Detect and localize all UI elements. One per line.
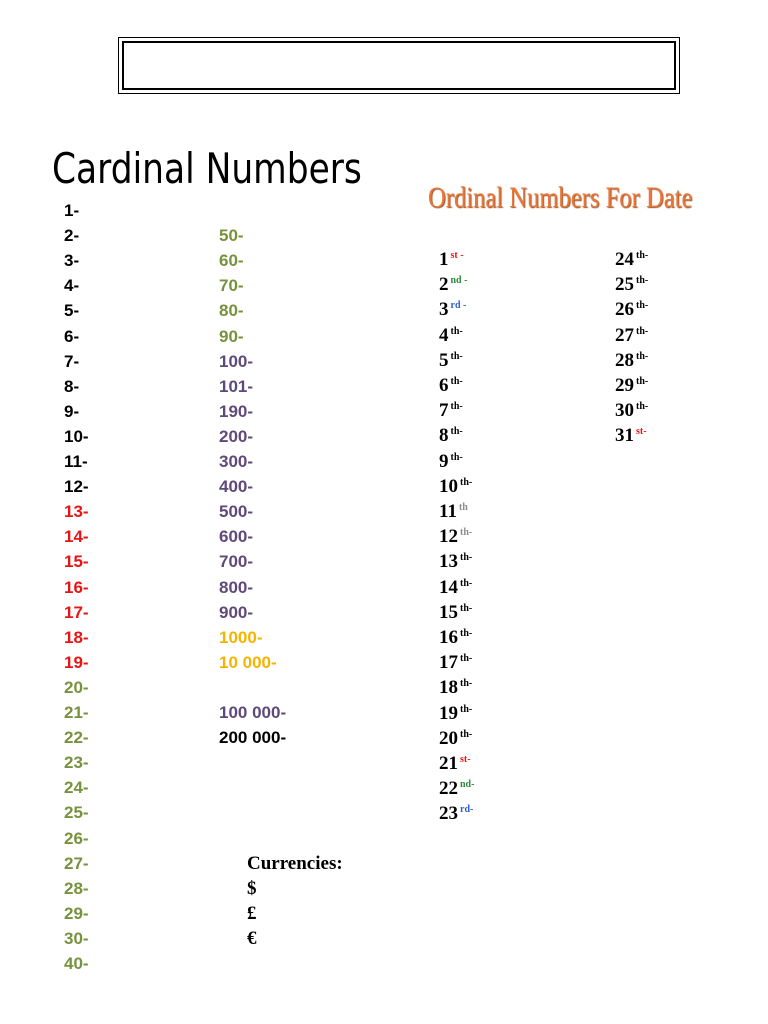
cardinal-number-item: 16- [64, 577, 89, 597]
cardinal-number-item: 900- [219, 602, 254, 622]
cardinal-number-item: 40- [64, 954, 89, 973]
ordinal-suffix: th- [460, 703, 473, 715]
ordinal-date-item [439, 804, 473, 823]
ordinal-date-item [615, 426, 647, 445]
ordinal-date-item [439, 401, 463, 420]
ordinal-date-item [615, 376, 648, 395]
ordinal-suffix: rd - [450, 300, 467, 312]
cardinal-number-item: 200 000- [219, 728, 287, 748]
ordinal-number: 4 [439, 324, 449, 346]
ordinal-number: 6 [439, 375, 449, 396]
cardinal-number-item: 27- [64, 853, 89, 873]
cardinal-number-item: 12- [64, 477, 89, 497]
ordinal-suffix: th- [460, 678, 473, 690]
cardinal-number-item: 24- [64, 778, 89, 798]
ordinal-date-item [439, 452, 463, 471]
ordinal-suffix: th- [636, 325, 649, 337]
cardinal-number-item: 3- [64, 251, 80, 271]
currency-dollar: $ [247, 878, 257, 899]
ordinal-number: 24 [615, 249, 634, 270]
ordinal-date-item [439, 678, 472, 697]
ordinal-date-item [439, 351, 463, 370]
ordinal-heading: Ordinal Numbers For Date [428, 181, 693, 214]
ordinal-suffix: th- [636, 300, 649, 312]
ordinal-suffix: th- [460, 527, 473, 539]
ordinal-date-item [439, 704, 472, 723]
cardinal-number-item: 14- [64, 527, 89, 547]
ordinal-date-item [615, 300, 648, 319]
cardinal-number-item: 500- [219, 502, 254, 522]
ordinal-suffix: th- [636, 376, 649, 387]
cardinal-number-item: 200- [219, 426, 254, 446]
ordinal-number: 3 [439, 299, 449, 321]
ordinal-suffix: th- [460, 653, 473, 665]
cardinal-number-item: 21- [64, 703, 89, 722]
cardinal-number-item: 23- [64, 753, 89, 773]
ordinal-date-item [439, 502, 468, 521]
ordinal-date-item [439, 527, 472, 546]
ordinal-date-item [439, 477, 472, 496]
ordinal-suffix: th- [460, 728, 473, 740]
ordinal-number: 25 [615, 274, 634, 296]
cardinal-number-item: 600- [219, 527, 254, 547]
title-box-inner-border [122, 41, 676, 90]
ordinal-date-item [439, 779, 474, 798]
ordinal-date-item [439, 653, 472, 672]
ordinal-number: 5 [439, 349, 449, 371]
ordinal-number: 23 [439, 803, 458, 825]
ordinal-number: 29 [615, 375, 634, 396]
cardinal-number-item: 9- [64, 401, 80, 421]
ordinal-suffix: th- [450, 350, 463, 362]
ordinal-suffix: th- [460, 552, 473, 564]
ordinal-number: 21 [439, 753, 458, 774]
cardinal-number-item: 700- [219, 552, 254, 572]
ordinal-number: 12 [439, 526, 458, 548]
cardinal-number-item: 19- [64, 652, 89, 672]
cardinal-number-item: 4- [64, 276, 80, 296]
currency-pound: £ [247, 903, 257, 924]
ordinal-number: 30 [615, 400, 634, 422]
ordinal-suffix: th- [450, 451, 463, 463]
cardinal-number-item: 100- [219, 351, 254, 371]
cardinal-number-item: 80- [219, 301, 244, 321]
ordinal-date-item [439, 300, 466, 319]
ordinal-number: 27 [615, 324, 634, 346]
ordinal-suffix: st- [636, 426, 647, 438]
ordinal-suffix: th [458, 502, 468, 513]
ordinal-suffix: th- [450, 376, 463, 387]
cardinal-number-item: 8- [64, 376, 80, 396]
ordinal-suffix: nd- [460, 779, 475, 791]
ordinal-date-item [615, 351, 648, 370]
ordinal-number: 14 [439, 576, 458, 598]
cardinal-number-item: 70- [219, 276, 244, 296]
ordinal-number: 19 [439, 702, 458, 724]
ordinal-suffix: th- [636, 250, 649, 261]
cardinal-number-item: 22- [64, 728, 89, 748]
ordinal-date-item [439, 628, 472, 647]
title-box [118, 37, 680, 94]
cardinal-number-item: 29- [64, 903, 89, 923]
cardinal-number-item: 60- [219, 251, 244, 271]
ordinal-suffix: th- [636, 350, 649, 362]
ordinal-date-item [439, 326, 463, 345]
cardinal-number-item: 100 000- [219, 703, 287, 722]
cardinal-number-item: 30- [64, 928, 89, 948]
cardinal-number-item: 15- [64, 552, 89, 572]
ordinal-date-item [439, 729, 472, 748]
cardinal-number-item: 2- [64, 226, 80, 246]
currencies-label: Currencies: [247, 853, 343, 874]
ordinal-number: 31 [615, 425, 634, 447]
ordinal-suffix: nd - [450, 275, 468, 287]
cardinal-number-item: 17- [64, 602, 89, 622]
ordinal-number: 13 [439, 551, 458, 573]
ordinal-date-item [615, 275, 648, 294]
ordinal-number: 8 [439, 425, 449, 447]
cardinal-number-item: 1000- [219, 627, 263, 647]
ordinal-suffix: th- [460, 628, 473, 639]
ordinal-number: 26 [615, 299, 634, 321]
ordinal-suffix: st - [450, 250, 464, 261]
cardinal-number-item: 1- [64, 201, 80, 220]
cardinal-number-item: 90- [219, 326, 244, 346]
cardinal-number-item: 101- [219, 376, 254, 396]
ordinal-date-item [439, 754, 471, 773]
currency-euro: € [247, 928, 257, 949]
ordinal-number: 7 [439, 400, 449, 422]
cardinal-number-item: 10 000- [219, 652, 277, 672]
cardinal-number-item: 10- [64, 426, 89, 446]
ordinal-number: 2 [439, 274, 449, 296]
ordinal-suffix: th- [636, 275, 649, 287]
cardinal-number-item: 800- [219, 577, 254, 597]
ordinal-date-item [615, 250, 648, 269]
ordinal-date-item [439, 376, 463, 395]
ordinal-number: 18 [439, 677, 458, 699]
ordinal-suffix: th- [450, 426, 463, 438]
cardinal-number-item: 13- [64, 502, 89, 522]
cardinal-number-item: 7- [64, 351, 80, 371]
ordinal-number: 10 [439, 475, 458, 497]
ordinal-suffix: st- [460, 754, 471, 765]
cardinal-number-item: 20- [64, 677, 89, 697]
ordinal-date-item [439, 426, 463, 445]
ordinal-suffix: rd- [460, 804, 474, 816]
cardinal-number-item: 400- [219, 477, 254, 497]
cardinal-number-item: 11- [64, 452, 88, 471]
cardinal-number-item: 26- [64, 828, 89, 848]
ordinal-date-item [439, 275, 467, 294]
ordinal-suffix: th- [636, 401, 649, 413]
ordinal-number: 20 [439, 727, 458, 749]
ordinal-number: 1 [439, 249, 449, 270]
ordinal-date-item [439, 552, 472, 571]
ordinal-suffix: th- [450, 325, 463, 337]
ordinal-suffix: th- [460, 577, 473, 589]
ordinal-date-item [615, 326, 648, 345]
ordinal-number: 28 [615, 349, 634, 371]
cardinal-number-item: 50- [219, 226, 244, 246]
ordinal-number: 15 [439, 601, 458, 623]
ordinal-number: 22 [439, 778, 458, 800]
ordinal-date-item [439, 250, 464, 269]
ordinal-date-item [439, 603, 472, 622]
cardinal-number-item: 6- [64, 326, 80, 346]
ordinal-suffix: th- [460, 602, 473, 614]
cardinal-number-item: 190- [219, 401, 254, 421]
ordinal-suffix: th- [450, 401, 463, 413]
ordinal-suffix: th- [460, 476, 473, 488]
ordinal-number: 17 [439, 652, 458, 674]
cardinal-number-item: 28- [64, 878, 89, 898]
cardinal-number-item: 300- [219, 452, 254, 471]
cardinal-number-item: 25- [64, 803, 89, 823]
ordinal-number: 9 [439, 450, 449, 472]
cardinal-number-item: 18- [64, 627, 89, 647]
ordinal-number: 11 [439, 501, 457, 522]
cardinal-heading: Cardinal Numbers [52, 144, 362, 193]
ordinal-date-item [439, 578, 472, 597]
cardinal-number-item: 5- [64, 301, 80, 321]
ordinal-date-item [615, 401, 648, 420]
ordinal-number: 16 [439, 627, 458, 648]
